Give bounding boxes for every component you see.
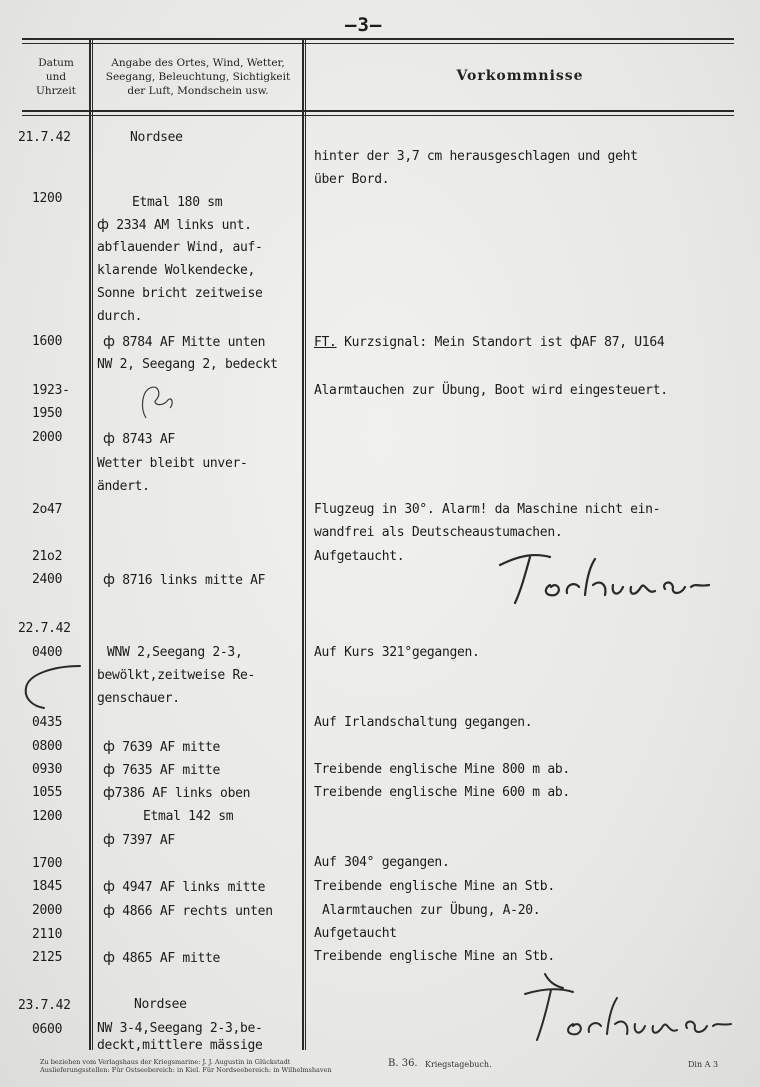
event-aufgetaucht-1: Aufgetaucht.	[314, 549, 405, 564]
place-wind-line3: Sonne bricht zeitweise	[97, 286, 263, 301]
footer-form-number: B. 36.	[388, 1058, 418, 1069]
time-2400: 2400	[32, 572, 63, 587]
header-date-line3: Uhrzeit	[36, 85, 76, 97]
place-4866-text: 4866 AF rechts unten	[122, 904, 273, 919]
place-7635	[103, 762, 220, 778]
place-7386	[103, 785, 250, 801]
footer-publisher-line2: Auslieferungsstellen: Für Ostseebereich: in Kiel. Für Nordseebereich: in Wilhelmshaven	[40, 1066, 332, 1074]
top-rule	[22, 38, 734, 40]
header-date-line2: und	[45, 71, 67, 83]
grid-square-symbol: ф	[103, 785, 115, 801]
event-kurs-304: Auf 304° gegangen.	[314, 855, 450, 870]
ft-label: FT.	[314, 335, 337, 350]
place-7397-text: 7397 AF	[122, 833, 175, 848]
time-0800: 0800	[32, 739, 63, 754]
column-rule-date	[89, 40, 91, 1050]
place-etmal-180: Etmal 180 sm	[132, 195, 223, 210]
signature-1	[495, 545, 730, 610]
pencil-mark-2	[14, 658, 84, 713]
event-alarmtauchen-1: Alarmtauchen zur Übung, Boot wird eingesteuert.	[314, 383, 668, 398]
grid-square-symbol: ф	[103, 739, 115, 755]
header-bottom-rule	[22, 110, 734, 112]
grid-square-symbol: ф	[97, 217, 109, 233]
place-8743	[103, 431, 175, 447]
event-mine-600: Treibende englische Mine 600 m ab.	[314, 785, 570, 800]
grid-square-symbol: ф	[103, 903, 115, 919]
header-events: Vorkommnisse	[456, 68, 584, 84]
time-1700: 1700	[32, 856, 63, 871]
date-21-7-42: 21.7.42	[18, 130, 71, 145]
place-4865	[103, 950, 220, 966]
time-2102: 21o2	[32, 549, 63, 564]
event-kurzsignal-text: Kurzsignal: Mein Standort ist	[336, 335, 570, 350]
place-nordsee-1: Nordsee	[130, 130, 183, 145]
place-wind-line2: klarende Wolkendecke,	[97, 263, 256, 278]
date-22-7-42: 22.7.42	[18, 621, 71, 636]
carryover-line1: hinter der 3,7 cm herausgeschlagen und geht	[314, 149, 638, 164]
footer-publisher-line1: Zu beziehen vom Verlagshaus der Kriegsmarine: J. J. Augustin in Glückstadt	[40, 1058, 291, 1066]
place-4947	[103, 879, 265, 895]
time-2110: 2110	[32, 927, 63, 942]
time-0930: 0930	[32, 762, 63, 777]
grid-square-symbol: ф	[103, 950, 115, 966]
time-2125: 2125	[32, 950, 63, 965]
place-8716-text: 8716 links mitte AF	[122, 573, 266, 588]
event-kurzsignal-end: AF 87, U164	[581, 335, 665, 350]
grid-square-symbol: ф	[103, 762, 115, 778]
time-1600: 1600	[32, 334, 63, 349]
event-mine-stb-2: Treibende englische Mine an Stb.	[314, 949, 555, 964]
header-date	[24, 56, 88, 98]
column-rule-date-thin	[92, 40, 93, 1050]
event-flugzeug-line2: wandfrei als Deutscheaustumachen.	[314, 525, 563, 540]
time-1845: 1845	[32, 879, 63, 894]
place-nordsee-2: Nordsee	[134, 997, 187, 1012]
grid-square-symbol: ф	[103, 832, 115, 848]
place-wind-line4: durch.	[97, 309, 143, 324]
place-wetter-line1: Wetter bleibt unver-	[97, 456, 248, 471]
place-wind-line1: abflauender Wind, auf-	[97, 240, 263, 255]
place-4947-text: 4947 AF links mitte	[122, 880, 266, 895]
header-place-line2: Seegang, Beleuchtung, Sichtigkeit	[105, 71, 291, 83]
time-2000-b: 2000	[32, 903, 63, 918]
place-wnw-line3: genschauer.	[97, 691, 180, 706]
time-0600: 0600	[32, 1022, 63, 1037]
place-etmal-142: Etmal 142 sm	[143, 809, 234, 824]
header-place	[94, 56, 302, 98]
time-2000: 2000	[32, 430, 63, 445]
footer-title: Kriegstagebuch.	[425, 1060, 492, 1069]
event-flugzeug-line1: Flugzeug in 30°. Alarm! da Maschine nicht ein-	[314, 502, 661, 517]
footer-paper-size: Din A 3	[688, 1060, 719, 1069]
place-2334-text: 2334 AM links unt.	[116, 218, 252, 233]
grid-square-symbol: ф	[103, 572, 115, 588]
header-bottom-rule-thin	[22, 115, 734, 116]
place-wnw-line2: bewölkt,zeitweise Re-	[97, 668, 256, 683]
place-nw34-line2: deckt,mittlere mässige	[97, 1038, 263, 1053]
place-wnw-line1: WNW 2,Seegang 2-3,	[107, 645, 243, 660]
grid-square-symbol: ф	[569, 334, 582, 350]
carryover-line2: über Bord.	[314, 172, 390, 187]
grid-square-symbol: ф	[103, 431, 115, 447]
column-rule-place-thin	[305, 40, 306, 1050]
header-place-line1: Angabe des Ortes, Wind, Wetter,	[111, 57, 285, 69]
place-8784	[103, 334, 265, 350]
place-nw34-line1: NW 3-4,Seegang 2-3,be-	[97, 1021, 263, 1036]
grid-square-symbol: ф	[103, 334, 115, 350]
time-1055: 1055	[32, 785, 63, 800]
place-nw2: NW 2, Seegang 2, bedeckt	[97, 357, 278, 372]
place-4866	[103, 903, 273, 919]
time-1200-b: 1200	[32, 809, 63, 824]
place-7397	[103, 832, 175, 848]
time-2047: 2o47	[32, 502, 63, 517]
place-2334	[97, 217, 252, 233]
event-ft-kurzsignal	[314, 334, 664, 350]
page-number: —3—	[345, 14, 383, 36]
place-7639-text: 7639 AF mitte	[122, 740, 221, 755]
event-mine-stb-1: Treibende englische Mine an Stb.	[314, 879, 555, 894]
place-8716	[103, 572, 265, 588]
pencil-mark-1	[132, 378, 182, 423]
time-1200: 1200	[32, 191, 63, 206]
header-place-line3: der Luft, Mondschein usw.	[127, 85, 269, 97]
column-rule-place	[302, 40, 304, 1050]
time-1950: 1950	[32, 406, 63, 421]
place-wetter-line2: ändert.	[97, 479, 150, 494]
place-8784-text: 8784 AF Mitte unten	[122, 335, 266, 350]
event-alarmtauchen-2: Alarmtauchen zur Übung, A-20.	[322, 903, 541, 918]
event-mine-800: Treibende englische Mine 800 m ab.	[314, 762, 570, 777]
place-7635-text: 7635 AF mitte	[122, 763, 221, 778]
signature-2	[515, 968, 740, 1048]
grid-square-symbol: ф	[103, 879, 115, 895]
place-7639	[103, 739, 220, 755]
event-aufgetaucht-2: Aufgetaucht	[314, 926, 397, 941]
event-irlandschaltung: Auf Irlandschaltung gegangen.	[314, 715, 533, 730]
time-0400: 0400	[32, 645, 63, 660]
place-7386-text: 7386 AF links oben	[114, 786, 251, 801]
header-date-line1: Datum	[38, 57, 74, 69]
event-kurs-321: Auf Kurs 321°gegangen.	[314, 645, 480, 660]
time-0435: 0435	[32, 715, 63, 730]
time-1923: 1923-	[32, 383, 70, 398]
place-4865-text: 4865 AF mitte	[122, 951, 221, 966]
footer-publisher	[40, 1058, 380, 1074]
date-23-7-42: 23.7.42	[18, 998, 71, 1013]
place-8743-text: 8743 AF	[122, 432, 175, 447]
top-rule-thin	[22, 43, 734, 44]
